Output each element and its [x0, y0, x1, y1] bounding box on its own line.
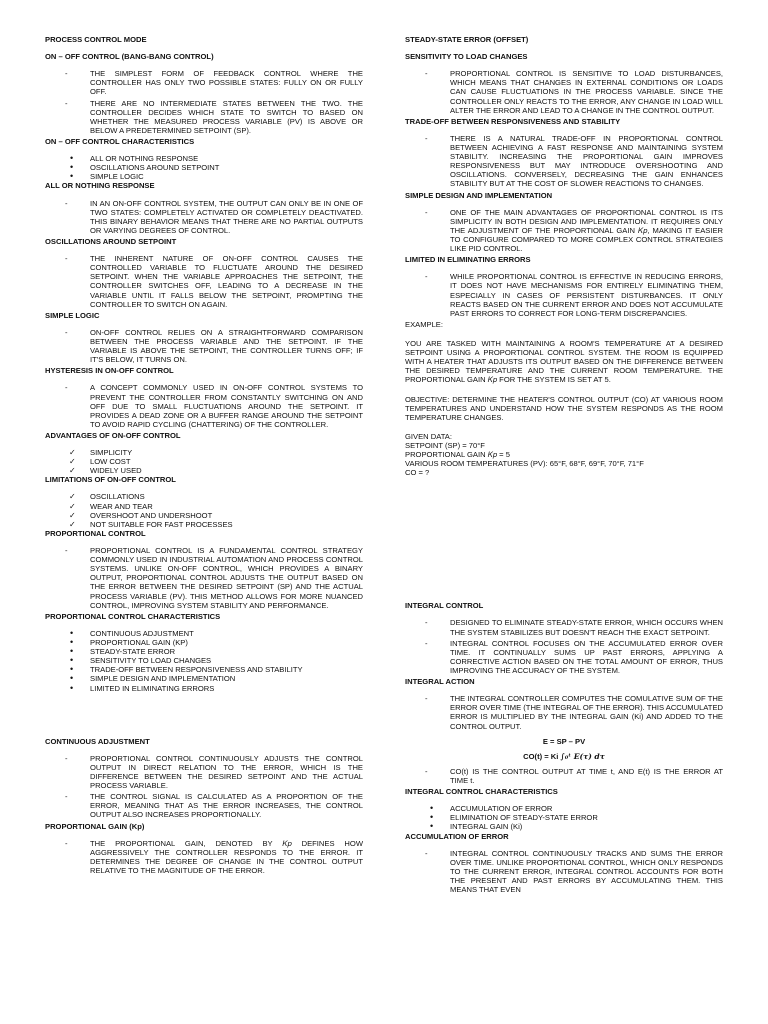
list-item: • ALL OR NOTHING RESPONSE — [45, 154, 363, 163]
list-item: • ACCUMULATION OF ERROR — [405, 804, 723, 813]
list-item: • OSCILLATIONS AROUND SETPOINT — [45, 163, 363, 172]
list-item: ✓ WEAR AND TEAR — [45, 502, 363, 511]
example-label: EXAMPLE: — [405, 319, 443, 329]
list-item: • INTEGRAL GAIN (Ki) — [405, 822, 723, 831]
heading-advantages: ADVANTAGES OF ON-OFF CONTROL — [45, 430, 181, 440]
list-item: • LIMITED IN ELIMINATING ERRORS — [45, 684, 363, 693]
list-item: • PROPORTIONAL GAIN (KP) — [45, 638, 363, 647]
heading-process-control-mode: PROCESS CONTROL MODE — [45, 35, 147, 44]
list-item: - A CONCEPT COMMONLY USED IN ON-OFF CONTROL SYSTEMS TO PREVENT THE CONTROLLER FROM CONSTANTLY SWITCHING ON AND OFF DUE TO SMALL FLUCTUATIONS AROUND THE SETPOINT. IT PROVIDES A DEAD ZONE OR A BUFFER RANGE AROUND THE SETPOINT TO AVOID RAPID CYCLING (CHATTERING) OF THE CONTROLLER. — [45, 383, 363, 429]
on-off-definition-list — [45, 69, 363, 135]
heading-proportional-control: PROPORTIONAL CONTROL — [45, 528, 146, 538]
list-item: - INTEGRAL CONTROL CONTINUOUSLY TRACKS AND SUMS THE ERROR OVER TIME. UNLIKE PROPORTIONAL CONTROL, WHICH ONLY RESPONDS TO THE CURRENT ERROR, INTEGRAL CONTROL ACCOUNTS FOR BOTH THE PRESENT AND PAST ERRORS BY ACCUMULATING THEM. THIS MEANS THAT EVEN — [405, 849, 723, 895]
sensitivity-load-list — [405, 69, 723, 115]
simple-design-list — [405, 208, 723, 254]
heading-oscillations: OSCILLATIONS AROUND SETPOINT — [45, 236, 177, 246]
list-item: • ELIMINATION OF STEADY-STATE ERROR — [405, 813, 723, 822]
right-column — [405, 35, 723, 896]
integral-characteristics-list — [405, 804, 723, 831]
heading-accumulation-error: ACCUMULATION OF ERROR — [405, 831, 509, 841]
proportional-gain-list — [45, 839, 363, 875]
error-equation: E = SP – PV — [542, 736, 586, 746]
list-item: - THE CONTROL SIGNAL IS CALCULATED AS A PROPORTION OF THE ERROR, MEANING THAT AS THE ERROR INCREASES, THE CONTROL OUTPUT ALSO INCREASES PROPORTIONALLY. — [45, 792, 363, 819]
list-item: - THE PROPORTIONAL GAIN, DENOTED BY 𝐾𝑝 DEFINES HOW AGGRESSIVELY THE CONTROLLER RESPONDS TO THE ERROR. IT DETERMINES THE DEGREE OF CHANGE IN THE CONTROL OUTPUT RELATIVE TO THE MAGNITUDE OF THE ERROR. — [45, 839, 363, 875]
heading-integral-characteristics: INTEGRAL CONTROL CHARACTERISTICS — [405, 787, 558, 797]
given-line: PROPORTIONAL GAIN 𝐾𝑝 = 5 — [405, 450, 510, 460]
list-item: • STEADY-STATE ERROR — [45, 647, 363, 656]
list-item: • SENSITIVITY TO LOAD CHANGES — [45, 656, 363, 665]
left-column — [45, 35, 363, 877]
integral-action-after-list — [405, 767, 723, 785]
heading-proportional-gain: PROPORTIONAL GAIN (Kp) — [45, 821, 145, 831]
continuous-adjustment-list — [45, 754, 363, 820]
list-item: - ONE OF THE MAIN ADVANTAGES OF PROPORTIONAL CONTROL IS ITS SIMPLICITY IN BOTH DESIGN AND IMPLEMENTATION. IT REQUIRES ONLY THE ADJUSTMENT OF THE PROPORTIONAL GAIN 𝐾𝑝, MAKING IT EASIER TO CONFIGURE COMPARED TO MORE COMPLEX CONTROL STRATEGIES LIKE PID CONTROL. — [405, 208, 723, 254]
heading-proportional-characteristics: PROPORTIONAL CONTROL CHARACTERISTICS — [45, 611, 221, 621]
heading-trade-off: TRADE-OFF BETWEEN RESPONSIVENESS AND STABILITY — [405, 116, 621, 126]
list-item: - THE INHERENT NATURE OF ON-OFF CONTROL CAUSES THE CONTROLLED VARIABLE TO FLUCTUATE AROUND THE DESIRED SETPOINT. WHEN THE VARIABLE APPROACHES THE SETPOINT, THE CONTROLLER SWITCHES OFF, LEADING TO A DECREASE IN THE VARIABLE UNTIL IT FALLS BELOW THE SETPOINT, PROMPTING THE CONTROLLER TO SWITCH ON AGAIN. — [45, 254, 363, 309]
list-item: • CONTINUOUS ADJUSTMENT — [45, 629, 363, 638]
heading-continuous-adjustment: CONTINUOUS ADJUSTMENT — [45, 736, 150, 746]
heading-on-off-characteristics: ON – OFF CONTROL CHARACTERISTICS — [45, 136, 195, 146]
list-item: • SIMPLE LOGIC — [45, 172, 363, 181]
equation-prefix: CO(t) = Ki — [523, 751, 559, 761]
list-item: - PROPORTIONAL CONTROL IS SENSITIVE TO LOAD DISTURBANCES, WHICH MEANS THAT CHANGES IN EXTERNAL CONDITIONS OR LOADS CAN CAUSE FLUCTUATIONS IN THE PROCESS VARIABLE. SINCE THE CONTROLLER ONLY REACTS TO THE ERROR, ANY CHANGE IN LOAD WILL ALTER THE ERROR AND LEAD TO A CHANGE IN THE CONTROL OUTPUT. — [405, 69, 723, 115]
list-item: - THERE ARE NO INTERMEDIATE STATES BETWEEN THE TWO. THE CONTROLLER DECIDES WHICH STATE TO SWITCH TO BASED ON WHETHER THE MEASURED PROCESS VARIABLE (PV) IS ABOVE OR BELOW A PREDETERMINED SETPOINT (SP). — [45, 99, 363, 135]
list-item: - THE INTEGRAL CONTROLLER COMPUTES THE COMULATIVE SUM OF THE ERROR OVER TIME (THE INTEGRAL OF THE ERROR). THIS ACCUMULATED ERROR IS MULTIPLIED BY THE INTEGRAL GAIN (Ki) AND ADDED TO THE CONTROL OUTPUT. — [405, 694, 723, 730]
all-or-nothing-list — [45, 199, 363, 235]
given-line: CO = ? — [405, 468, 430, 478]
given-line: GIVEN DATA: — [405, 431, 452, 441]
list-item: ✓ OVERSHOOT AND UNDERSHOOT — [45, 511, 363, 520]
heading-all-or-nothing: ALL OR NOTHING RESPONSE — [45, 181, 155, 191]
integral-action-list — [405, 694, 723, 730]
simple-logic-list — [45, 328, 363, 364]
list-item: ✓ SIMPLICITY — [45, 448, 363, 457]
heading-steady-state-error: STEADY-STATE ERROR (OFFSET) — [405, 35, 529, 44]
control-output-equation — [405, 752, 723, 761]
heading-sensitivity-load: SENSITIVITY TO LOAD CHANGES — [405, 52, 528, 62]
list-item: ✓ WIDELY USED — [45, 466, 363, 475]
given-line: VARIOUS ROOM TEMPERATURES (PV): 65°F, 68°F, 69°F, 70°F, 71°F — [405, 459, 644, 469]
trade-off-list — [405, 134, 723, 189]
heading-integral-action: INTEGRAL ACTION — [405, 677, 475, 687]
oscillations-list — [45, 254, 363, 309]
list-item: • TRADE-OFF BETWEEN RESPONSIVENESS AND STABILITY — [45, 665, 363, 674]
on-off-characteristics-list — [45, 154, 363, 181]
heading-simple-logic: SIMPLE LOGIC — [45, 310, 100, 320]
limitations-list — [45, 492, 363, 528]
hysteresis-list — [45, 383, 363, 429]
accumulation-error-list — [405, 849, 723, 895]
list-item: - IN AN ON-OFF CONTROL SYSTEM, THE OUTPUT CAN ONLY BE IN ONE OF TWO STATES: COMPLETELY ACTIVATED OR COMPLETELY DEACTIVATED. THIS BINARY BEHAVIOR MEANS THAT THERE ARE NO PARTIAL OUTPUTS OR VARYING DEGREES OF CONTROL. — [45, 199, 363, 235]
heading-limitations: LIMITATIONS OF ON-OFF CONTROL — [45, 475, 176, 485]
heading-on-off-control: ON – OFF CONTROL (BANG-BANG CONTROL) — [45, 52, 214, 62]
example-paragraph: YOU ARE TASKED WITH MAINTAINING A ROOM'S TEMPERATURE AT A DESIRED SETPOINT USING A PROPORTIONAL CONTROL SYSTEM. THE ROOM IS EQUIPPED WITH A HEATER THAT ADJUSTS ITS OUTPUT BASED ON THE DIFFERENCE BETWEEN THE DESIRED TEMPERATURE AND THE CURRENT ROOM TEMPERATURE. THE PROPORTIONAL GAIN 𝐾𝑝 FOR THE SYSTEM IS SET AT 5. — [405, 338, 723, 385]
list-item: ✓ NOT SUITABLE FOR FAST PROCESSES — [45, 520, 363, 529]
list-item: - PROPORTIONAL CONTROL CONTINUOUSLY ADJUSTS THE CONTROL OUTPUT IN DIRECT RELATION TO THE ERROR, WHICH IS THE DIFFERENCE BETWEEN THE DESIRED SETPOINT AND THE ACTUAL PROCESS VARIABLE. — [45, 754, 363, 790]
list-item: - PROPORTIONAL CONTROL IS A FUNDAMENTAL CONTROL STRATEGY COMMONLY USED IN INDUSTRIAL AUTOMATION AND PROCESS CONTROL SYSTEMS. UNLIKE ON-OFF CONTROL, WHICH PROVIDES A BINARY OUTPUT, PROPORTIONAL CONTROL ADJUSTS THE OUTPUT BASED ON THE ERROR BETWEEN THE DESIRED SETPOINT (SP) AND THE ACTUAL PROCESS VARIABLE (PV). THIS METHOD ALLOWS FOR MORE NUANCED CONTROL, IMPROVING SYSTEM STABILITY AND PERFORMANCE. — [45, 546, 363, 610]
heading-simple-design: SIMPLE DESIGN AND IMPLEMENTATION — [405, 190, 553, 200]
given-line: SETPOINT (SP) = 70°F — [405, 440, 485, 450]
example-objective: OBJECTIVE: DETERMINE THE HEATER'S CONTROL OUTPUT (CO) AT VARIOUS ROOM TEMPERATURES AND UNDERSTAND HOW THE SYSTEM RESPONDS AS THE ROOM TEMPERATURE CHANGES. — [405, 394, 723, 422]
integral-expression: ∫₀ᵗ E(τ) dτ — [560, 751, 605, 761]
proportional-control-list — [45, 546, 363, 610]
heading-limited-eliminating: LIMITED IN ELIMINATING ERRORS — [405, 255, 531, 265]
heading-integral-control: INTEGRAL CONTROL — [405, 601, 484, 611]
list-item: - ON-OFF CONTROL RELIES ON A STRAIGHTFORWARD COMPARISON BETWEEN THE PROCESS VARIABLE AND THE SETPOINT. IF THE VARIABLE IS ABOVE THE SETPOINT, THE CONTROLLER TURNS OFF; IF IT'S BELOW, IT TURNS ON. — [45, 328, 363, 364]
heading-hysteresis: HYSTERESIS IN ON-OFF CONTROL — [45, 366, 174, 376]
list-item: - CO(t) IS THE CONTROL OUTPUT AT TIME t, AND E(t) IS THE ERROR AT TIME t. — [405, 767, 723, 785]
proportional-characteristics-list — [45, 629, 363, 693]
list-item: - DESIGNED TO ELIMINATE STEADY-STATE ERROR, WHICH OCCURS WHEN THE SYSTEM STABILIZES BUT DOESN'T REACH THE EXACT SETPOINT. — [405, 618, 723, 636]
advantages-list — [45, 448, 363, 475]
limited-eliminating-list — [405, 272, 723, 318]
list-item: - WHILE PROPORTIONAL CONTROL IS EFFECTIVE IN REDUCING ERRORS, IT DOES NOT HAVE MECHANISMS FOR ENTIRELY ELIMINATING THEM, ESPECIALLY IN CASES OF PERSISTENT DISTURBANCES. IT ONLY REACTS BASED ON THE CURRENT ERROR AND DOES NOT ACCUMULATE PAST ERRORS TO CORRECT FOR LONG-TERM DISCREPANCIES. — [405, 272, 723, 318]
list-item: ✓ OSCILLATIONS — [45, 492, 363, 501]
list-item: - THERE IS A NATURAL TRADE-OFF IN PROPORTIONAL CONTROL BETWEEN ACHIEVING A FAST RESPONSE AND MAINTAINING SYSTEM STABILITY. INCREASING THE PROPORTIONAL GAIN IMPROVES RESPONSIVENESS BUT MAY INTRODUCE OVERSHOOTING AND OSCILLATIONS. CONVERSELY, DECREASING THE GAIN ENHANCES STABILITY BUT AT THE COST OF SLOWER REACTIONS TO CHANGES. — [405, 134, 723, 189]
list-item: - THE SIMPLEST FORM OF FEEDBACK CONTROL WHERE THE CONTROLLER HAS ONLY TWO POSSIBLE STATES: FULLY ON OR FULLY OFF. — [45, 69, 363, 96]
integral-control-list — [405, 618, 723, 675]
list-item: - INTEGRAL CONTROL FOCUSES ON THE ACCUMULATED ERROR OVER TIME. IT CONTINUALLY SUMS UP PAST ERRORS, APPLYING A CORRECTIVE ACTION BASED ON THE TOTAL AMOUNT OF ERROR, THUS IMPROVING THE ACCURACY OF THE SYSTEM. — [405, 639, 723, 675]
given-data-block — [405, 432, 723, 478]
list-item: • SIMPLE DESIGN AND IMPLEMENTATION — [45, 674, 363, 683]
list-item: ✓ LOW COST — [45, 457, 363, 466]
